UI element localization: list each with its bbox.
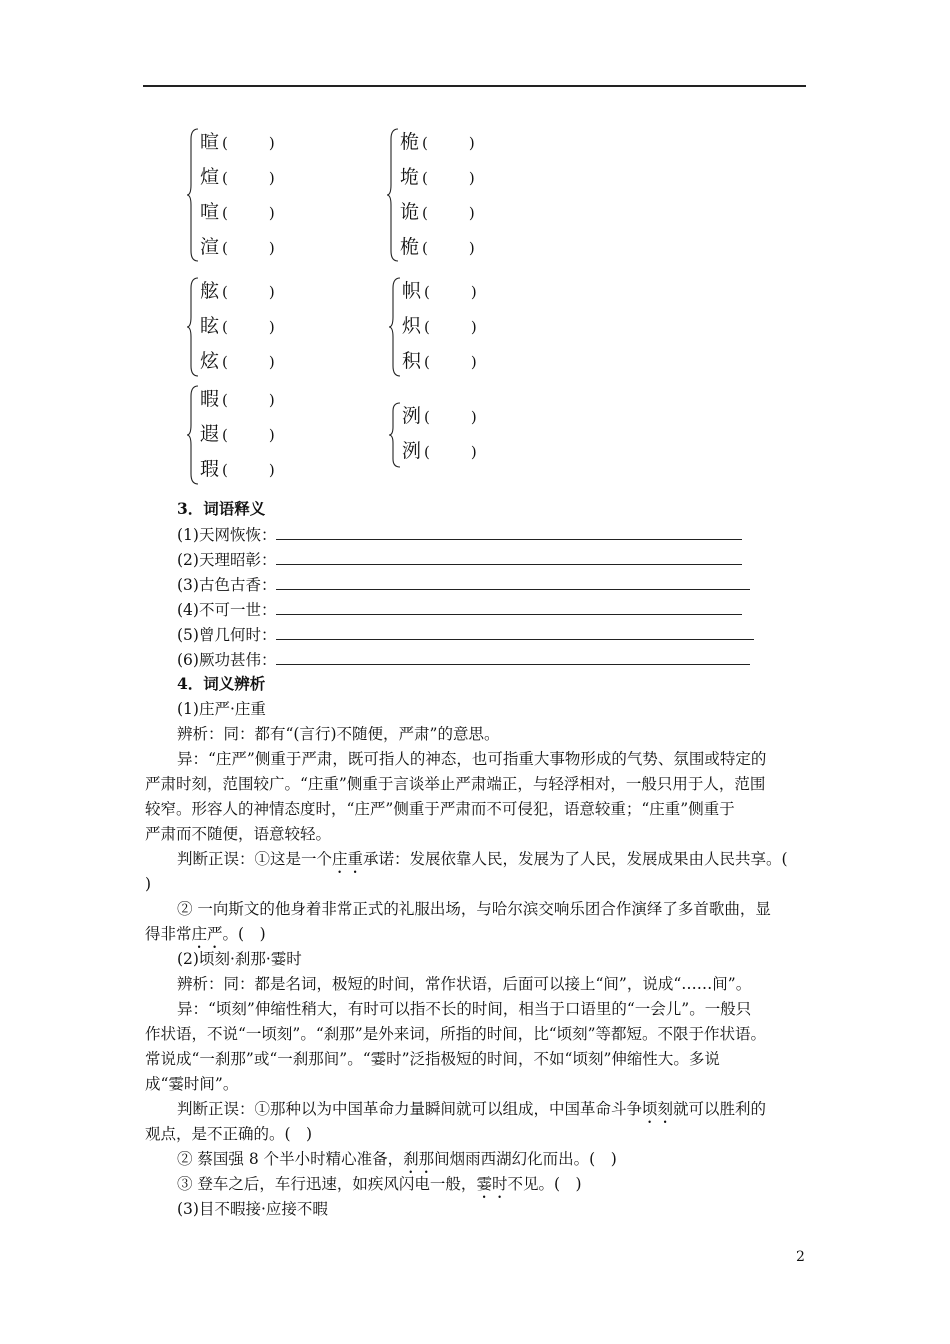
answer-blank[interactable] (276, 547, 742, 565)
judgement-item: 判断正误：①那种以为中国革命力量瞬间就可以组成，中国革命斗争顷刻就可以胜利的 (177, 1100, 767, 1118)
char-group-1 (186, 125, 306, 265)
char-group-3 (186, 274, 306, 380)
subsection-3-title: (3)目不暇接·应接不暇 (177, 1200, 328, 1218)
definition-item: (1)天网恢恢： (177, 522, 742, 548)
char-entry: 垝 ( ) (400, 166, 475, 188)
paragraph-line: 异：“庄严”侧重于严肃，既可指人的神态，也可指重大事物形成的气势、氛围或特定的 (177, 750, 767, 768)
char-entry: 暄 ( ) (200, 131, 275, 153)
char-group-4 (388, 274, 508, 380)
char-entry: 渲 ( ) (200, 236, 275, 258)
left-brace-icon (186, 274, 200, 380)
judgement-item: ② 蔡国强 8 个半小时精心准备，刹那间烟雨西湖幻化而出。( ) (177, 1150, 617, 1168)
judgement-item: ② 一向斯文的他身着非常正式的礼服出场，与哈尔滨交响乐团合作演绎了多首歌曲，显 (177, 900, 771, 918)
char-group-5 (186, 382, 306, 488)
char-entry: 炽 ( ) (402, 315, 477, 337)
judgement-item: 得非常庄严。( ) (145, 925, 266, 943)
left-brace-icon (186, 382, 200, 488)
left-brace-icon (388, 399, 402, 471)
answer-blank[interactable] (276, 572, 750, 590)
char-group-2 (386, 125, 506, 265)
char-entry: 炫 ( ) (200, 350, 275, 372)
subsection-1-title: (1)庄严·庄重 (177, 700, 266, 718)
char-entry: 诡 ( ) (400, 201, 475, 223)
char-entry: 瑕 ( ) (200, 458, 275, 480)
answer-blank[interactable] (276, 622, 754, 640)
header-rule (143, 85, 806, 87)
paragraph-line: 严肃时刻，范围较广。“庄重”侧重于言谈举止严肃端正，与轻浮相对，一般只用于人，范围 (145, 775, 766, 793)
char-entry: 洌 ( ) (402, 405, 477, 427)
subsection-1-tong: 辨析：同：都有“(言行)不随便，严肃”的意思。 (177, 725, 500, 743)
page-number: 2 (796, 1249, 805, 1265)
left-brace-icon (388, 274, 402, 380)
definition-item: (4)不可一世： (177, 597, 742, 623)
paragraph-line: 严肃而不随便，语意较轻。 (145, 825, 332, 843)
char-entry: 喧 ( ) (200, 201, 275, 223)
judgement-item: ③ 登车之后，车行迅速，如疾风闪电一般，霎时不见。( ) (177, 1175, 582, 1193)
char-entry: 桅 ( ) (400, 131, 475, 153)
paragraph-line: 成“霎时间”。 (145, 1075, 239, 1093)
judgement-item: 判断正误：①这是一个庄重承诺：发展依靠人民，发展为了人民，发展成果由人民共享。( (177, 850, 788, 868)
char-entry: 积 ( ) (402, 350, 477, 372)
char-entry: 遐 ( ) (200, 423, 275, 445)
section-4-title: 4．词义辨析 (177, 674, 266, 693)
char-entry: 暇 ( ) (200, 388, 275, 410)
paragraph-line: 较窄。形容人的神情态度时，“庄严”侧重于严肃而不可侵犯，语意较重；“庄重”侧重于 (145, 800, 735, 818)
answer-blank[interactable] (276, 647, 750, 665)
char-entry: 舷 ( ) (200, 280, 275, 302)
char-entry: 眩 ( ) (200, 315, 275, 337)
judgement-item-end: ) (145, 875, 152, 893)
definition-item: (3)古色古香： (177, 572, 750, 598)
definition-item: (6)厥功甚伟： (177, 647, 750, 673)
answer-blank[interactable] (276, 597, 742, 615)
subsection-2-tong: 辨析：同：都是名词，极短的时间，常作状语，后面可以接上“间”，说成“……间”。 (177, 975, 752, 993)
section-3-title: 3．词语释义 (177, 499, 266, 518)
subsection-2-title: (2)顷刻·刹那·霎时 (177, 950, 302, 968)
char-entry: 洌 ( ) (402, 440, 477, 462)
paragraph-line: 异：“顷刻”伸缩性稍大，有时可以指不长的时间，相当于口语里的“一会儿”。一般只 (177, 1000, 752, 1018)
char-entry: 帜 ( ) (402, 280, 477, 302)
judgement-item: 观点，是不正确的。( ) (145, 1125, 313, 1143)
left-brace-icon (186, 125, 200, 265)
paragraph-line: 作状语，不说“一顷刻”。“刹那”是外来词，所指的时间，比“顷刻”等都短。不限于作状语。 (145, 1025, 767, 1043)
left-brace-icon (386, 125, 400, 265)
definition-item: (5)曾几何时： (177, 622, 754, 648)
char-entry: 桅 ( ) (400, 236, 475, 258)
char-group-6 (388, 399, 508, 471)
char-entry: 煊 ( ) (200, 166, 275, 188)
paragraph-line: 常说成“一刹那”或“一刹那间”。“霎时”泛指极短的时间，不如“顷刻”伸缩性大。多说 (145, 1050, 720, 1068)
definition-item: (2)天理昭彰： (177, 547, 742, 573)
answer-blank[interactable] (276, 522, 742, 540)
